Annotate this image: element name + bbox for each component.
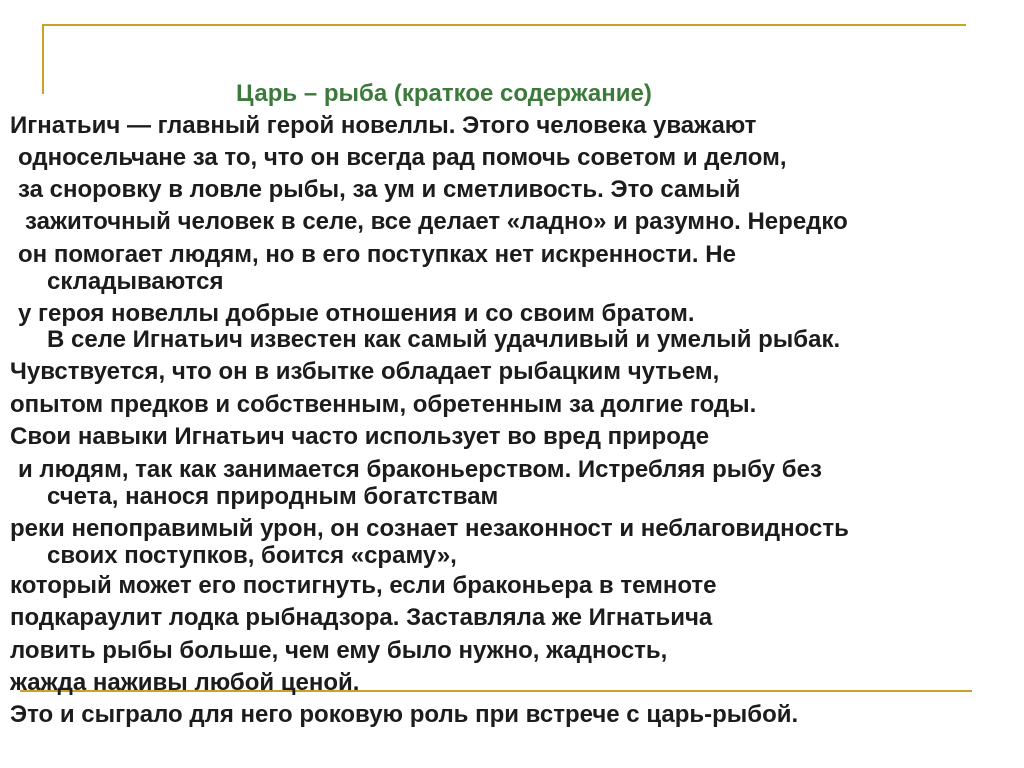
text-line: Чувствуется, что он в избытке обладает рыбацким чутьем, — [10, 358, 720, 385]
text-line: и людям, так как занимается браконьерством. Истребляя рыбу без — [18, 456, 822, 483]
text-line: у героя новеллы добрые отношения и со своим братом. — [18, 300, 695, 327]
text-line: опытом предков и собственным, обретенным за долгие годы. — [10, 391, 757, 418]
text-line: который может его постигнуть, если браконьера в темноте — [10, 572, 717, 599]
bottom-decorative-rule — [20, 690, 972, 692]
text-line: своих поступков, боится «сраму», — [47, 542, 457, 569]
text-line: Игнатьич — главный герой новеллы. Этого человека уважают — [10, 112, 757, 139]
text-line: В селе Игнатьич известен как самый удачливый и умелый рыбак. — [47, 326, 841, 353]
text-line: складываются — [47, 268, 224, 295]
text-line: ловить рыбы больше, чем ему было нужно, жадность, — [10, 637, 668, 664]
left-decorative-rule — [42, 24, 44, 94]
text-line: он помогает людям, но в его поступках нет искренности. Не — [18, 241, 736, 268]
text-line: Свои навыки Игнатьич часто использует во вред природе — [10, 423, 710, 450]
text-line: зажиточный человек в селе, все делает «ладно» и разумно. Нередко — [25, 208, 848, 235]
text-line: подкараулит лодка рыбнадзора. Заставляла же Игнатьича — [10, 604, 713, 631]
text-line: счета, нанося природным богатствам — [47, 483, 499, 510]
text-line: за сноровку в ловле рыбы, за ум и сметливость. Это самый — [18, 176, 741, 203]
text-line: реки непоправимый урон, он сознает незаконност и неблаговидность — [10, 515, 849, 542]
text-line: жажда наживы любой ценой. — [10, 669, 360, 696]
top-decorative-rule — [42, 24, 966, 26]
text-line: Это и сыграло для него роковую роль при встрече с царь-рыбой. — [10, 701, 799, 728]
text-line: односельчане за то, что он всегда рад помочь советом и делом, — [18, 144, 787, 171]
slide-title: Царь – рыба (краткое содержание) — [236, 80, 652, 107]
